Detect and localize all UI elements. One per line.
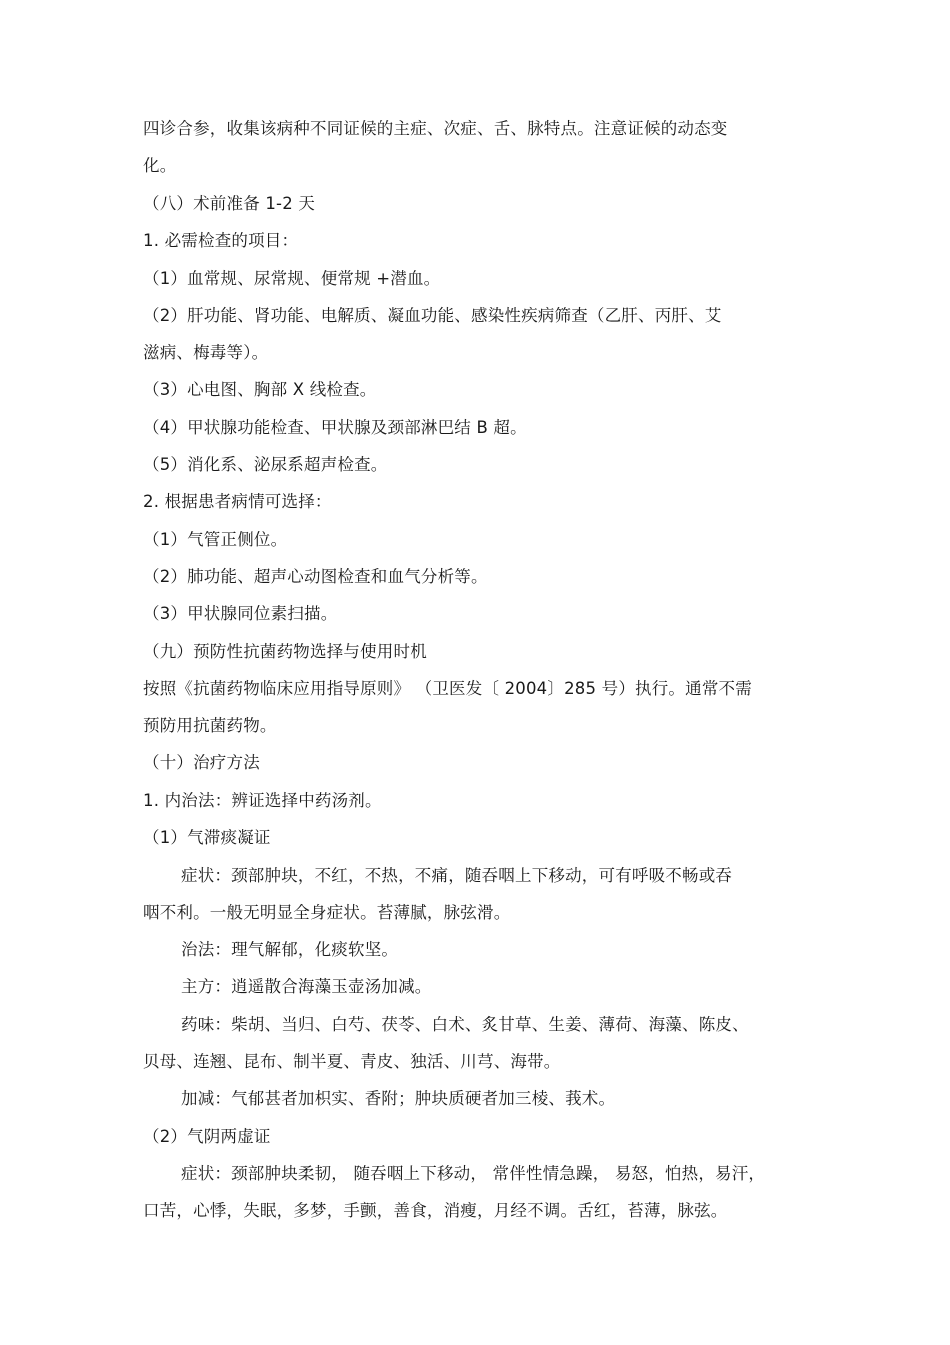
subheading: 1. 内治法：辨证选择中药汤剂。 — [143, 791, 382, 810]
list-item: （3）心电图、胸部 X 线检查。 — [143, 380, 377, 399]
text-line: 药味：柴胡、当归、白芍、茯苓、白术、炙甘草、生姜、薄荷、海藻、陈皮、 — [181, 1015, 749, 1034]
list-item: （2）气阴两虚证 — [143, 1127, 271, 1146]
text-line: 主方：逍遥散合海藻玉壶汤加减。 — [181, 977, 432, 996]
text-line: 治法：理气解郁，化痰软坚。 — [181, 940, 399, 959]
text-line: 症状：颈部肿块，不红，不热，不痛，随吞咽上下移动，可有呼吸不畅或吞 — [181, 866, 733, 885]
list-item: （1）血常规、尿常规、便常规 +潜血。 — [143, 269, 441, 288]
text-line: 咽不利。一般无明显全身症状。苔薄腻，脉弦滑。 — [143, 903, 511, 922]
text-line: 滋病、梅毒等）。 — [143, 343, 269, 362]
text-line: 贝母、连翘、昆布、制半夏、青皮、独活、川芎、海带。 — [143, 1052, 561, 1071]
list-item: （2）肺功能、超声心动图检查和血气分析等。 — [143, 567, 488, 586]
text-line: 口苦，心悸，失眠，多梦，手颤，善食，消瘦，月经不调。舌红，苔薄，脉弦。 — [143, 1201, 728, 1220]
list-item: （1）气管正侧位。 — [143, 530, 288, 549]
list-item: （4）甲状腺功能检查、甲状腺及颈部淋巴结 B 超。 — [143, 418, 527, 437]
text-line: 预防用抗菌药物。 — [143, 716, 277, 735]
section-heading: （十）治疗方法 — [143, 753, 260, 772]
text-line: 加减：气郁甚者加枳实、香附；肿块质硬者加三棱、莪术。 — [181, 1089, 616, 1108]
subheading: 2. 根据患者病情可选择： — [143, 492, 332, 511]
text-line: 四诊合参，收集该病种不同证候的主症、次症、舌、脉特点。注意证候的动态变 — [143, 119, 728, 138]
list-item: （2）肝功能、肾功能、电解质、凝血功能、感染性疾病筛查（乙肝、丙肝、艾 — [143, 306, 722, 325]
section-heading: （九）预防性抗菌药物选择与使用时机 — [143, 642, 427, 661]
list-item: （1）气滞痰凝证 — [143, 828, 271, 847]
text-line: 按照《抗菌药物临床应用指导原则》 （卫医发〔 2004〕285 号）执行。通常不需 — [143, 679, 752, 698]
text-line: 症状：颈部肿块柔韧， 随吞咽上下移动， 常伴性情急躁， 易怒，怕热，易汗， — [181, 1164, 766, 1183]
subheading: 1. 必需检查的项目： — [143, 231, 299, 250]
section-heading: （八）术前准备 1-2 天 — [143, 194, 316, 213]
list-item: （5）消化系、泌尿系超声检查。 — [143, 455, 388, 474]
list-item: （3）甲状腺同位素扫描。 — [143, 604, 338, 623]
text-line: 化。 — [143, 156, 177, 175]
